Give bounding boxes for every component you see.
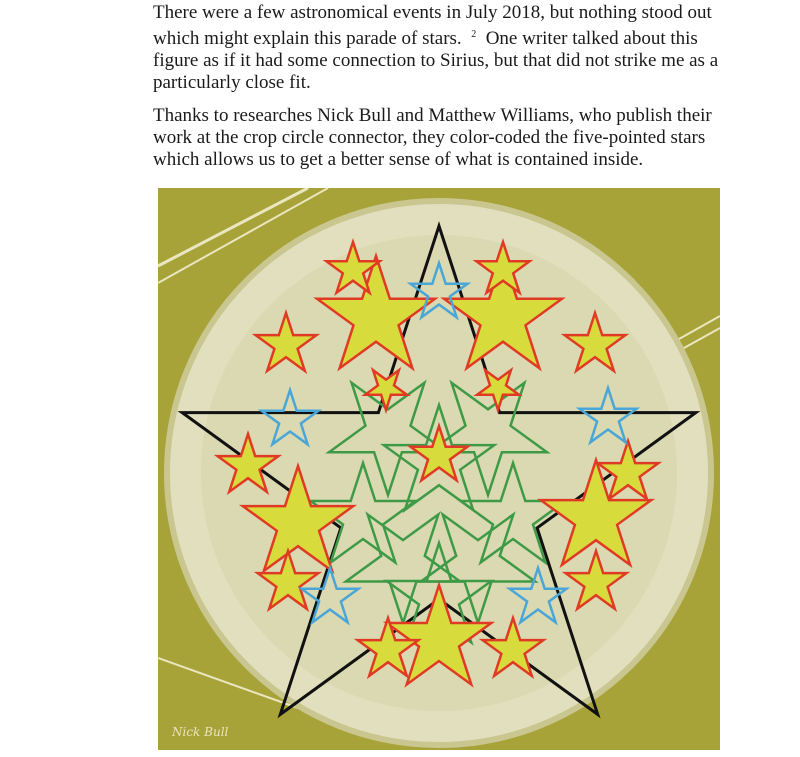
text-fragment: One writer talked about this (485, 28, 698, 49)
text-line (153, 24, 743, 50)
text-line: work at the crop circle connector, they color-coded the five-pointed stars (153, 127, 706, 148)
crop-circle-image (158, 188, 720, 750)
text-line: There were a few astronomical events in July 2018, but nothing stood out (153, 2, 712, 23)
paragraph-astronomical-events (153, 2, 743, 94)
footnote-reference[interactable]: 2 (471, 29, 477, 40)
crop-circle-figure (158, 188, 720, 750)
text-line: figure as if it had some connection to Sirius, but that did not strike me as a (153, 50, 719, 71)
text-fragment: which might explain this parade of stars. (153, 28, 462, 49)
text-line: which allows us to get a better sense of what is contained inside. (153, 149, 644, 170)
text-line: Thanks to researches Nick Bull and Matthew Williams, who publish their (153, 105, 712, 126)
paragraph-color-coding (153, 105, 743, 171)
artist-signature: Nick Bull (172, 725, 229, 739)
text-line: particularly close fit. (153, 72, 311, 93)
